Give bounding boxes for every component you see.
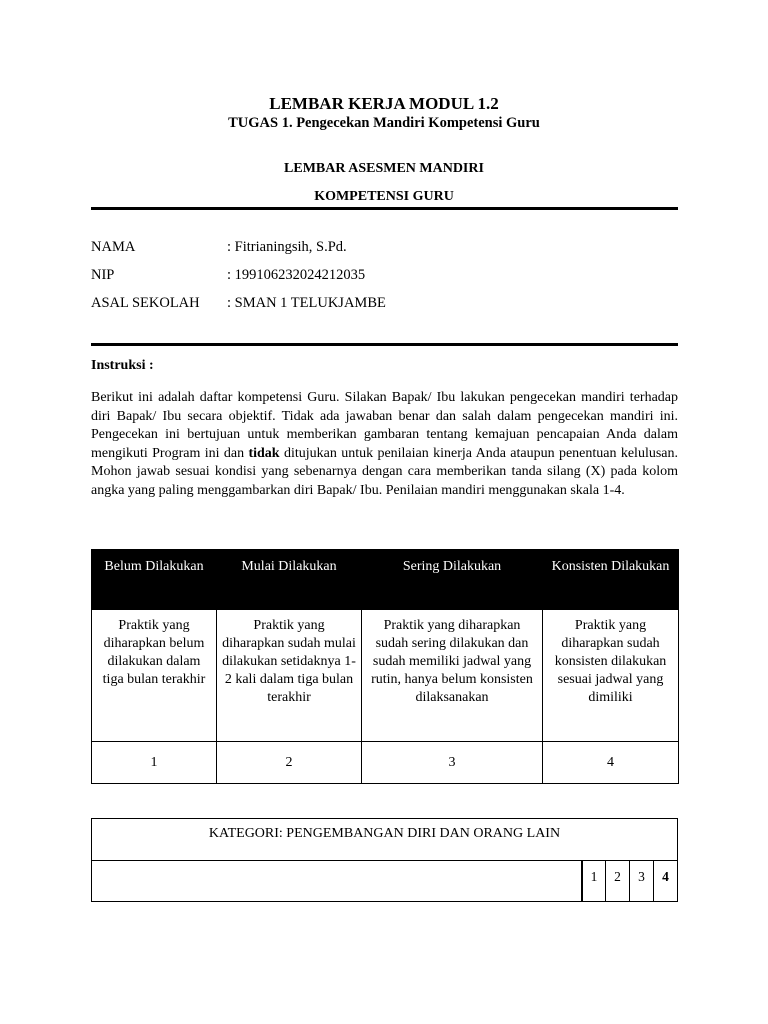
scale-header: Konsisten Dilakukan [543,550,679,610]
identity-label: NAMA [91,239,136,255]
identity-label: ASAL SEKOLAH [91,295,200,311]
scale-header: Sering Dilakukan [362,550,543,610]
section-subtitle: KOMPETENSI GURU [314,189,454,204]
document-title: LEMBAR KERJA MODUL 1.2 [269,94,499,113]
scale-description-row [92,610,679,742]
category-score-row [92,861,677,901]
identity-row-school [91,295,678,323]
category-item-cell [92,861,581,901]
scale-table [91,549,679,784]
identity-block [91,239,678,323]
identity-value: : 199106232024212035 [227,267,366,283]
scale-description: Praktik yang diharapkan sudah sering dilakukan dan sudah memiliki jadwal yang rutin, hanya belum konsisten dilaksanakan [362,610,543,742]
identity-row-nip [91,267,678,295]
category-score-1[interactable]: 1 [581,861,605,901]
identity-label: NIP [91,267,115,283]
category-score-4[interactable]: 4 [653,861,677,901]
scale-description: Praktik yang diharapkan sudah konsisten dilakukan sesuai jadwal yang dimiliki [543,610,679,742]
instructions-text-part1: Berikut ini adalah daftar kompetensi Guru. Silakan Bapak/ Ibu lakukan pengecekan mandiri terhadap diri Bapak/ Ibu secara objektif. Tidak ada jawaban benar dan salah dalam pengecekan mandiri ini. Pengecekan ini bertujuan untuk memberikan gambaran tentang kemajuan pencapaian Anda dalam mengikuti Program ini dan [91,390,678,461]
category-score-2[interactable]: 2 [605,861,629,901]
instructions-title: Instruksi : [91,358,154,373]
category-title: KATEGORI: PENGEMBANGAN DIRI DAN ORANG LAIN [92,819,677,861]
identity-value: : Fitrianingsih, S.Pd. [227,239,347,255]
instructions-bold-word: tidak [248,445,280,461]
scale-description: Praktik yang diharapkan belum dilakukan dalam tiga bulan terakhir [92,610,217,742]
category-table [91,818,678,902]
scale-score-row [92,742,679,784]
scale-header-row [92,550,679,610]
section-title: LEMBAR ASESMEN MANDIRI [284,161,484,176]
divider-middle [91,343,678,346]
instructions-text-part2: ditujukan untuk penilaian kinerja Anda ataupun penentuan kelulusan. Mohon jawab sesuai kondisi yang sebenarnya dengan cara memberikan tanda silang (X) pada kolom angka yang paling menggambarkan diri Bapak/ Ibu. Penilaian mandiri menggunakan skala 1-4. [91,445,679,498]
identity-row-nama [91,239,678,267]
document-subtitle: TUGAS 1. Pengecekan Mandiri Kompetensi Guru [228,115,540,131]
scale-description: Praktik yang diharapkan sudah mulai dilakukan setidaknya 1-2 kali dalam tiga bulan terakhir [217,610,362,742]
instructions-text [91,389,678,500]
identity-value: : SMAN 1 TELUKJAMBE [227,295,386,311]
scale-score: 2 [217,742,362,784]
scale-header: Mulai Dilakukan [217,550,362,610]
scale-score: 1 [92,742,217,784]
scale-score: 4 [543,742,679,784]
divider-top [91,207,678,210]
scale-score: 3 [362,742,543,784]
scale-header: Belum Dilakukan [92,550,217,610]
category-score-3[interactable]: 3 [629,861,653,901]
